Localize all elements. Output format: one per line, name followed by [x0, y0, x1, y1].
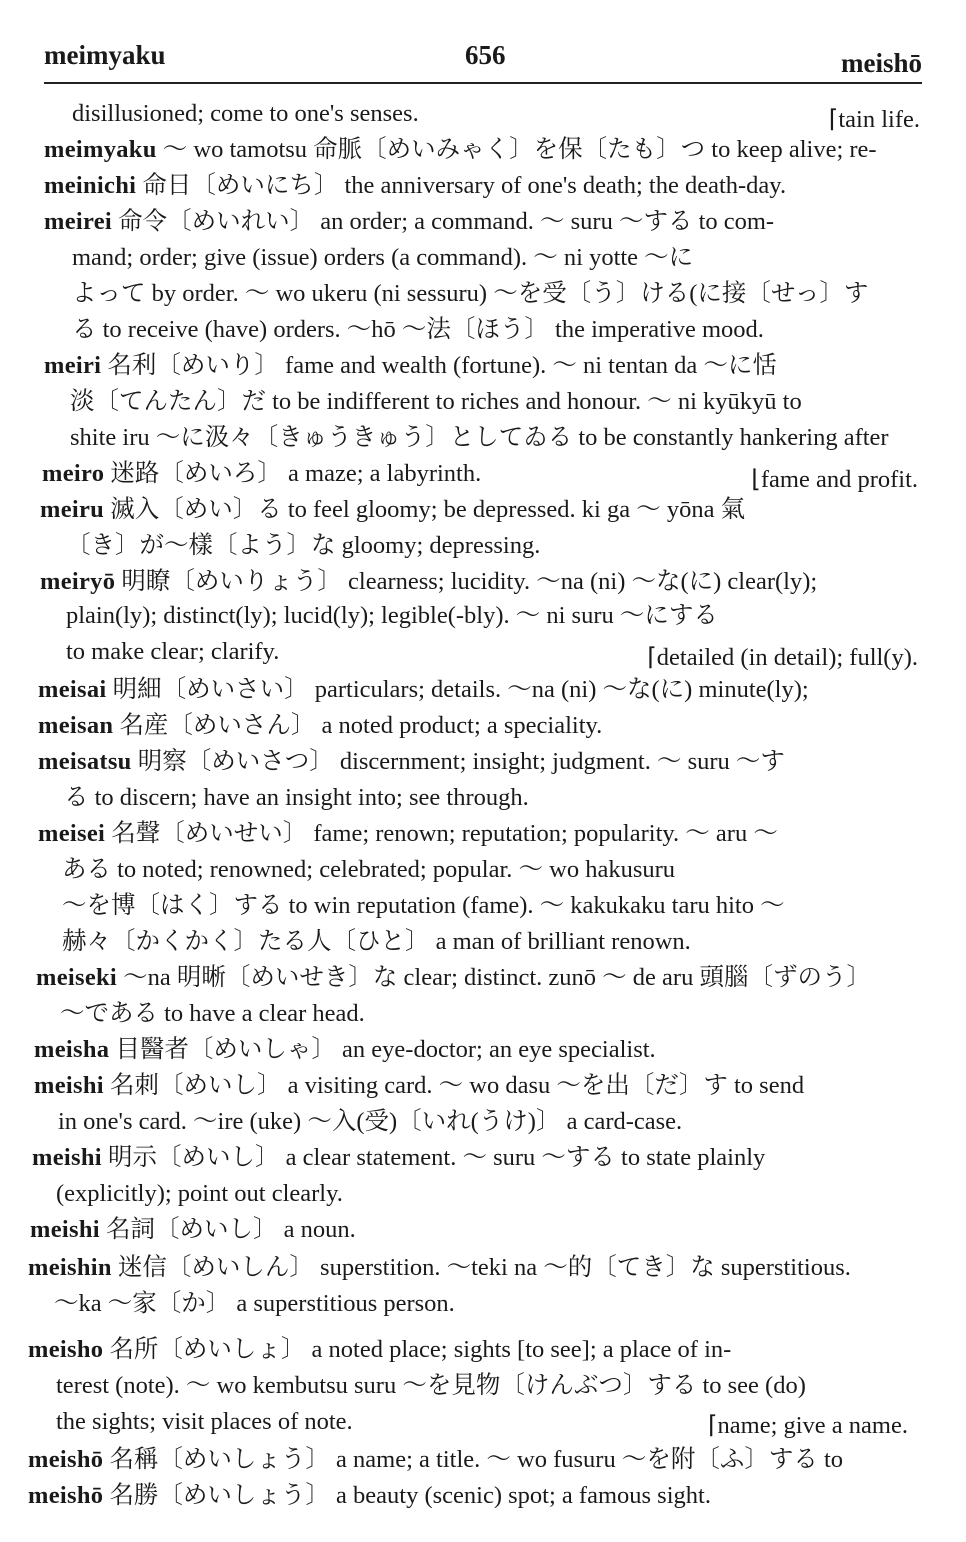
- definition-text: 名詞〔めいし〕 a noun.: [99, 1216, 356, 1243]
- entry-continuation: [72, 278, 920, 310]
- headword: meiru: [40, 496, 105, 523]
- definition-text: 明察〔めいさつ〕 discernment; insight; judgment. ～ suru ～す: [131, 748, 785, 775]
- definition-text: る to receive (have) orders. ～hō ～法〔ほう〕 the imperative mood.: [72, 316, 764, 343]
- definition-text: 名勝〔めいしょう〕 a beauty (scenic) spot; a famous sight.: [103, 1482, 711, 1509]
- entry-line: [36, 962, 916, 994]
- headword: meishi: [32, 1144, 102, 1171]
- entry-continuation: [62, 854, 918, 886]
- definition-text: ⌈name; give a name.: [707, 1412, 908, 1439]
- entry-line: [40, 566, 920, 598]
- entry-continuation: [790, 104, 920, 136]
- definition-text: 目醫者〔めいしゃ〕 an eye-doctor; an eye specialist.: [109, 1036, 656, 1063]
- entry-continuation: [66, 636, 466, 668]
- entry-continuation: [70, 386, 920, 418]
- definition-text: terest (note). ～ wo kembutsu suru ～を見物〔けんぶつ〕する to see (do): [56, 1372, 806, 1399]
- entry-line: [30, 1214, 430, 1246]
- entry-line: [44, 350, 920, 382]
- definition-text: 名刺〔めいし〕 a visiting card. ～ wo dasu ～を出〔だ〕す to send: [103, 1072, 805, 1099]
- definition-text: 迷信〔めいしん〕 superstition. ～teki na ～的〔てき〕な superstitious.: [111, 1254, 851, 1281]
- right-guide-word: meishō: [841, 48, 922, 78]
- headword: meiryō: [40, 568, 116, 595]
- definition-text: 滅入〔めい〕る to feel gloomy; be depressed. ki ga ～ yōna 氣: [104, 496, 746, 523]
- entry-continuation: [54, 1288, 654, 1320]
- definition-text: shite iru ～に汲々〔きゅうきゅう〕としてゐる to be constantly hankering after: [70, 424, 889, 451]
- definition-text: ある to noted; renowned; celebrated; popular. ～ wo hakusuru: [62, 856, 676, 883]
- headword: meisho: [28, 1336, 104, 1363]
- headword: meiri: [44, 352, 102, 379]
- entry-continuation: [64, 782, 764, 814]
- headword: meisha: [34, 1036, 110, 1063]
- entry-line: [44, 206, 920, 238]
- entry-continuation: [66, 530, 666, 562]
- definition-text: plain(ly); distinct(ly); lucid(ly); legible(-bly). ～ ni suru ～にする: [66, 602, 718, 629]
- definition-text: to make clear; clarify.: [66, 638, 280, 665]
- headword: meishi: [34, 1072, 104, 1099]
- entry-continuation: [60, 998, 560, 1030]
- definition-text: 命令〔めいれい〕 an order; a command. ～ suru ～する to com-: [112, 208, 775, 235]
- definition-text: 明細〔めいさい〕 particulars; details. ～na (ni) ～な(に) minute(ly);: [106, 676, 809, 703]
- definition-text: 名産〔めいさん〕 a noted product; a speciality.: [113, 712, 603, 739]
- entry-line: [40, 494, 920, 526]
- definition-text: 明示〔めいし〕 a clear statement. ～ suru ～する to state plainly: [101, 1144, 766, 1171]
- definition-text: in one's card. ～ire (uke) ～入(受)〔いれ(うけ)〕 a card-case.: [58, 1108, 683, 1135]
- definition-text: ⌈tain life.: [828, 106, 920, 133]
- entry-line: [28, 1334, 910, 1366]
- definition-text: 名所〔めいしょ〕 a noted place; sights [to see]; a place of in-: [103, 1336, 732, 1363]
- entry-line: [38, 674, 918, 706]
- entry-continuation: [70, 422, 920, 454]
- definition-text: る to discern; have an insight into; see through.: [64, 784, 529, 811]
- entry-continuation: [66, 600, 918, 632]
- entry-continuation: [622, 1410, 908, 1442]
- entry-line: [34, 1034, 774, 1066]
- entry-continuation: [72, 98, 572, 130]
- definition-text: disillusioned; come to one's senses.: [72, 100, 419, 127]
- entry-line: [38, 710, 738, 742]
- definition-text: mand; order; give (issue) orders (a command). ～ ni yotte ～に: [72, 244, 694, 271]
- definition-text: 迷路〔めいろ〕 a maze; a labyrinth.: [104, 460, 482, 487]
- entry-line: [28, 1252, 910, 1284]
- definition-text: 明瞭〔めいりょう〕 clearness; lucidity. ～na (ni) ～な(に) clear(ly);: [115, 568, 818, 595]
- definition-text: 命日〔めいにち〕 the anniversary of one's death; the death-day.: [136, 172, 787, 199]
- left-guide-word: meimyaku: [44, 40, 166, 70]
- definition-text: ～を博〔はく〕する to win reputation (fame). ～ kakukaku taru hito ～: [62, 892, 785, 919]
- definition-text: 名利〔めいり〕 fame and wealth (fortune). ～ ni tentan da ～に恬: [101, 352, 777, 379]
- headword: meishin: [28, 1254, 112, 1281]
- definition-text: 淡〔てんたん〕だ to be indifferent to riches and honour. ～ ni kyūkyū to: [70, 388, 802, 415]
- definition-text: ～na 明晰〔めいせき〕な clear; distinct. zunō ～ de aru 頭腦〔ずのう〕: [117, 964, 871, 991]
- headword: meimyaku: [44, 136, 157, 163]
- entry-line: [42, 458, 542, 490]
- definition-text: 名聲〔めいせい〕 fame; renown; reputation; popularity. ～ aru ～: [105, 820, 778, 847]
- headword: meirei: [44, 208, 113, 235]
- entry-line: [34, 1070, 914, 1102]
- definition-text: 赫々〔かくかく〕たる人〔ひと〕 a man of brilliant renown.: [62, 928, 691, 955]
- definition-text: the sights; visit places of note.: [56, 1408, 353, 1435]
- entry-line: [32, 1142, 912, 1174]
- entry-continuation: [56, 1406, 556, 1438]
- definition-text: よって by order. ～ wo ukeru (ni sessuru) ～を受〔う〕ける(に接〔せっ〕す: [72, 280, 869, 307]
- definition-text: 〔き〕が～樣〔よう〕な gloomy; depressing.: [66, 532, 541, 559]
- entry-continuation: [62, 926, 762, 958]
- entry-continuation: [690, 464, 918, 496]
- definition-text: ⌈detailed (in detail); full(y).: [647, 644, 918, 671]
- headword: meisan: [38, 712, 114, 739]
- definition-text: (explicitly); point out clearly.: [56, 1180, 343, 1207]
- entry-line: [28, 1444, 910, 1476]
- headword: meishō: [28, 1446, 104, 1473]
- entry-line: [28, 1480, 888, 1512]
- headword: meisatsu: [38, 748, 132, 775]
- definition-text: ～ka ～家〔か〕 a superstitious person.: [54, 1290, 455, 1317]
- definition-text: ～である to have a clear head.: [60, 1000, 365, 1027]
- definition-text: ⌊fame and profit.: [751, 466, 918, 493]
- entry-continuation: [58, 1106, 818, 1138]
- entry-continuation: [72, 242, 920, 274]
- entry-line: [38, 818, 918, 850]
- headword: meisei: [38, 820, 106, 847]
- entry-continuation: [62, 890, 918, 922]
- definition-text: ～ wo tamotsu 命脈〔めいみゃく〕を保〔たも〕つ to keep alive; re-: [156, 136, 877, 163]
- entry-line: [44, 170, 920, 202]
- entry-line: [44, 134, 920, 166]
- entry-continuation: [72, 314, 920, 346]
- entry-line: [38, 746, 918, 778]
- headword: meiro: [42, 460, 105, 487]
- entry-continuation: [56, 1370, 910, 1402]
- entry-continuation: [548, 642, 918, 674]
- entry-continuation: [56, 1178, 556, 1210]
- headword: meisai: [38, 676, 107, 703]
- page-number: 656: [465, 40, 506, 70]
- headword: meishō: [28, 1482, 104, 1509]
- headword: meiseki: [36, 964, 118, 991]
- headword: meishi: [30, 1216, 100, 1243]
- definition-text: 名稱〔めいしょう〕 a name; a title. ～ wo fusuru ～を附〔ふ〕する to: [103, 1446, 843, 1473]
- headword: meinichi: [44, 172, 137, 199]
